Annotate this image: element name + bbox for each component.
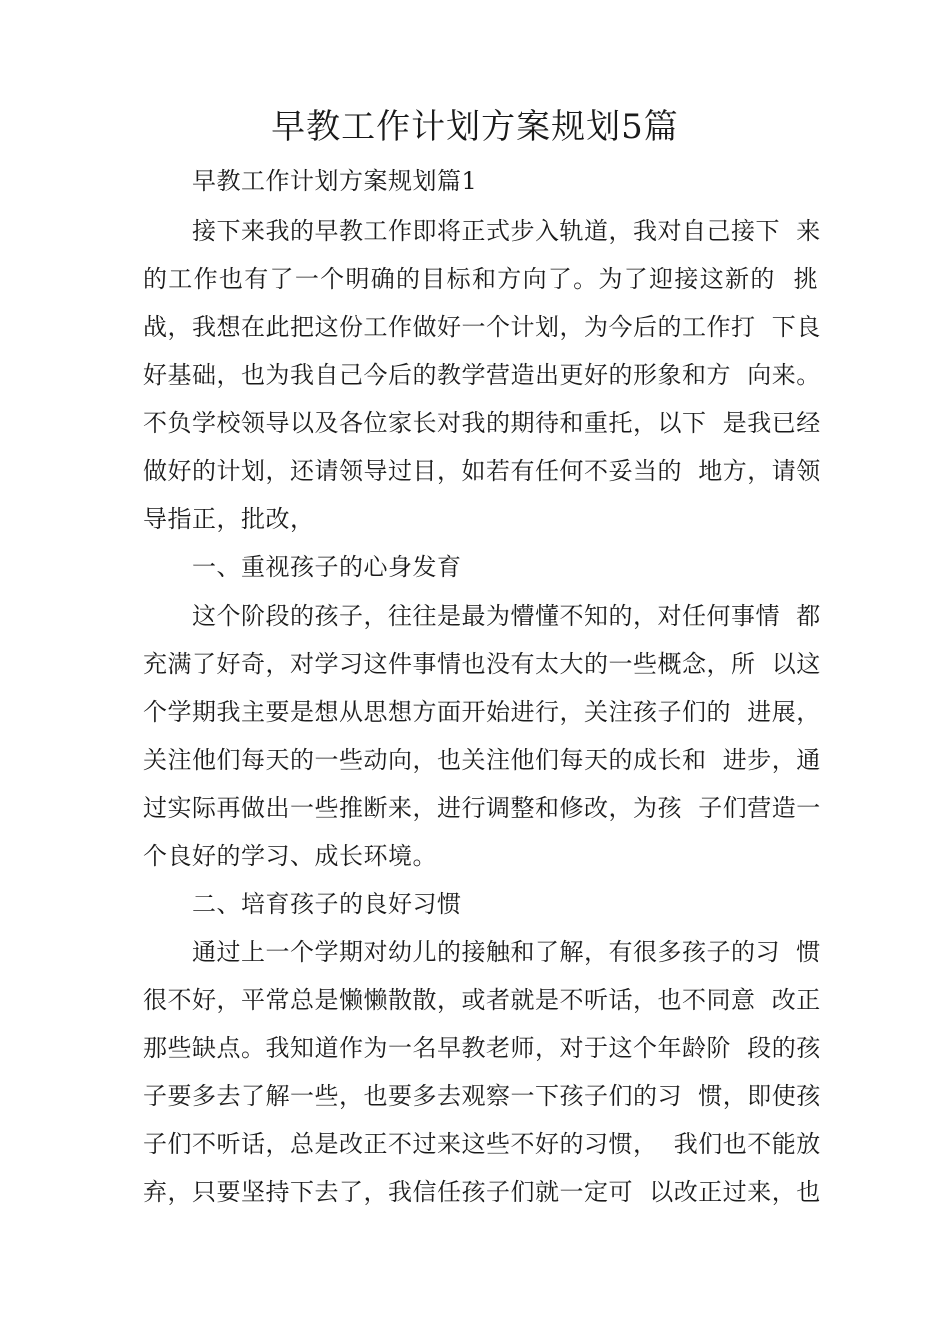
section-heading: 二、培育孩子的良好习惯 <box>192 890 462 918</box>
paragraph-line: 不负学校领导以及各位家长对我的期待和重托，以下 是我已经 <box>143 409 821 437</box>
paragraph-line: 接下来我的早教工作即将正式步入轨道，我对自己接下 来 <box>192 217 821 245</box>
paragraph-line: 那些缺点。我知道作为一名早教老师，对于这个年龄阶 段的孩 <box>143 1034 821 1062</box>
paragraph-line: 好基础，也为我自己今后的教学营造出更好的形象和方 向来。 <box>143 361 821 389</box>
section-heading: 一、重视孩子的心身发育 <box>192 553 462 581</box>
paragraph-line: 过实际再做出一些推断来，进行调整和修改，为孩 子们营造一 <box>143 794 821 822</box>
paragraph-line: 个良好的学习、成长环境。 <box>143 842 437 870</box>
paragraph-line: 很不好，平常总是懒懒散散，或者就是不听话，也不同意 改正 <box>143 986 821 1014</box>
paragraph-line: 弃，只要坚持下去了，我信任孩子们就一定可 以改正过来，也 <box>143 1178 821 1206</box>
paragraph-line: 子要多去了解一些，也要多去观察一下孩子们的习 惯，即使孩 <box>143 1082 821 1110</box>
paragraph-line: 个学期我主要是想从思想方面开始进行，关注孩子们的 进展， <box>143 698 821 726</box>
section-subtitle: 早教工作计划方案规划篇1 <box>192 167 478 195</box>
document-title: 早教工作计划方案规划5篇 <box>271 107 679 147</box>
paragraph-line: 导指正，批改， <box>143 505 315 533</box>
paragraph-line: 子们不听话，总是改正不过来这些不好的习惯， 我们也不能放 <box>143 1130 821 1158</box>
paragraph-line: 这个阶段的孩子，往往是最为懵懂不知的，对任何事情 都 <box>192 602 821 630</box>
paragraph-line: 的工作也有了一个明确的目标和方向了。为了迎接这新的 挑 <box>143 265 818 293</box>
paragraph-line: 战，我想在此把这份工作做好一个计划，为今后的工作打 下良 <box>143 313 821 341</box>
paragraph-line: 做好的计划，还请领导过目，如若有任何不妥当的 地方，请领 <box>143 457 821 485</box>
paragraph-line: 通过上一个学期对幼儿的接触和了解，有很多孩子的习 惯 <box>192 938 821 966</box>
paragraph-line: 关注他们每天的一些动向，也关注他们每天的成长和 进步，通 <box>143 746 821 774</box>
paragraph-line: 充满了好奇，对学习这件事情也没有太大的一些概念，所 以这 <box>143 650 821 678</box>
